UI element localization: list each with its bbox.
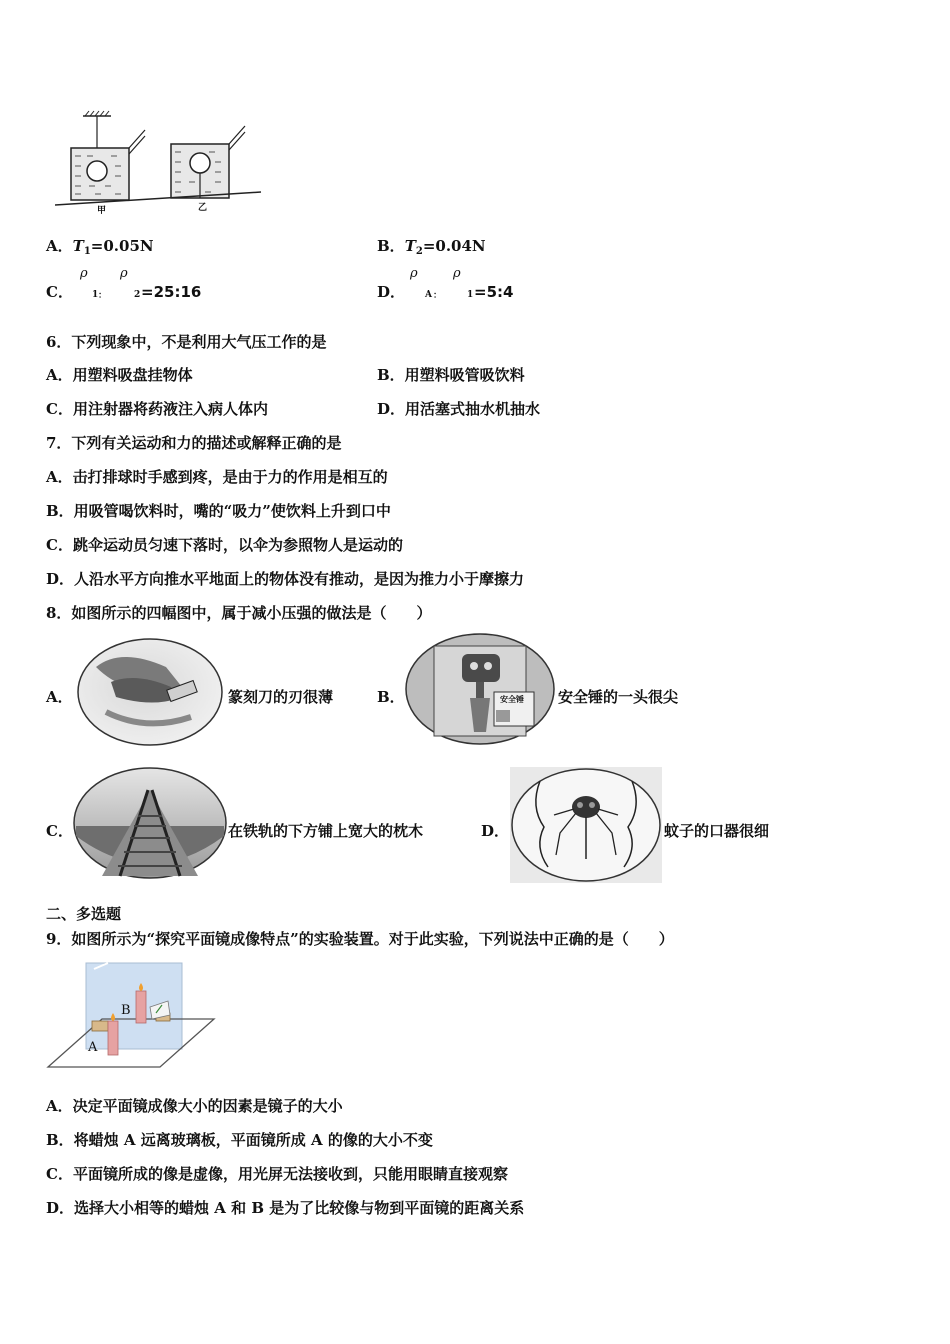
variable-t: T [72,237,84,255]
q8-stem: 8．如图所示的四幅图中，属于减小压强的做法是（ ） [46,604,432,622]
containers-diagram [55,108,265,218]
q7-option-b[interactable]: B．用吸管喝饮料时，嘴的“吸力”使饮料上升到口中 [46,502,391,520]
rho-subscript-2: 1 [467,290,474,300]
hammer-sign-text: 安全锤 [500,694,524,704]
option-value: =25:16 [141,283,202,301]
label-jia: 甲 [97,206,107,216]
q8-option-d-text: 蚊子的口器很细 [664,822,770,840]
variable-t: T [404,237,416,255]
q8-option-a-text: 篆刻刀的刃很薄 [228,688,334,706]
q9-option-c[interactable]: C．平面镜所成的像是虚像，用光屏无法接收到，只能用眼睛直接观察 [46,1165,508,1183]
q9-stem: 9．如图所示为“探究平面镜成像特点”的实验装置。对于此实验，下列说法中正确的是（ ） [46,930,674,948]
carving-knife-photo [76,637,224,747]
q5-option-c[interactable] [46,266,216,306]
q8-option-b-text: 安全锤的一头很尖 [558,688,679,706]
q5-option-d[interactable] [377,266,547,306]
q6-stem: 6．下列现象中，不是利用大气压工作的是 [46,333,327,351]
q8-option-c-label[interactable]: C． [46,822,73,840]
q6-option-a[interactable]: A．用塑料吸盘挂物体 [46,366,193,384]
q7-option-d[interactable]: D．人沿水平方向推水平地面上的物体没有推动，是因为推力小于摩擦力 [46,570,525,588]
railway-tracks-photo [72,766,228,880]
ratio-colon: ： [433,291,443,301]
q5-option-b[interactable] [377,236,486,262]
option-value: =0.05N [90,237,154,255]
option-label: D． [377,283,406,301]
q9-option-b[interactable]: B．将蜡烛 A 远离玻璃板，平面镜所成 A 的像的大小不变 [46,1131,433,1149]
candle-b-label: B [121,1003,131,1018]
rho-symbol-2: ρ [120,266,128,281]
option-value: =0.04N [422,237,486,255]
q7-option-c[interactable]: C．跳伞运动员匀速下落时，以伞为参照物人是运动的 [46,536,403,554]
q7-stem: 7．下列有关运动和力的描述或解释正确的是 [46,434,342,452]
rho-symbol-1: ρ [410,266,418,281]
ratio-colon: ： [98,291,108,301]
candle-a-label: A [88,1040,98,1055]
safety-hammer-photo [404,632,556,747]
option-label: C． [46,283,73,301]
q9-option-d[interactable]: D．选择大小相等的蜡烛 A 和 B 是为了比较像与物到平面镜的距离关系 [46,1199,525,1217]
q6-option-d[interactable]: D．用活塞式抽水机抽水 [377,400,541,418]
option-label: B． [377,237,405,255]
label-yi: 乙 [198,203,208,213]
q8-option-c-text: 在铁轨的下方铺上宽大的枕木 [228,822,424,840]
option-label: A． [46,237,73,255]
q6-option-b[interactable]: B．用塑料吸管吸饮料 [377,366,525,384]
rho-subscript-1: 1 [92,290,99,300]
subscript: 1 [83,246,91,257]
option-value: =5:4 [474,283,514,301]
q5-figure [55,108,265,218]
section-title: 二、多选题 [46,905,122,923]
q8-option-a-label[interactable]: A． [46,688,73,706]
q5-option-a[interactable] [46,236,154,262]
rho-symbol-2: ρ [453,266,461,281]
q6-option-c[interactable]: C．用注射器将药液注入病人体内 [46,400,268,418]
rho-subscript-2: 2 [134,290,141,300]
q9-option-a[interactable]: A．决定平面镜成像大小的因素是镜子的大小 [46,1097,343,1115]
mirror-experiment-figure [46,961,218,1073]
rho-symbol-1: ρ [80,266,88,281]
q8-option-d-label[interactable]: D． [481,822,510,840]
mosquito-photo [510,767,662,883]
rho-subscript-1: A [425,290,432,300]
subscript: 2 [415,246,423,257]
q7-option-a[interactable]: A．击打排球时手感到疼，是由于力的作用是相互的 [46,468,388,486]
q8-option-b-label[interactable]: B． [377,688,405,706]
